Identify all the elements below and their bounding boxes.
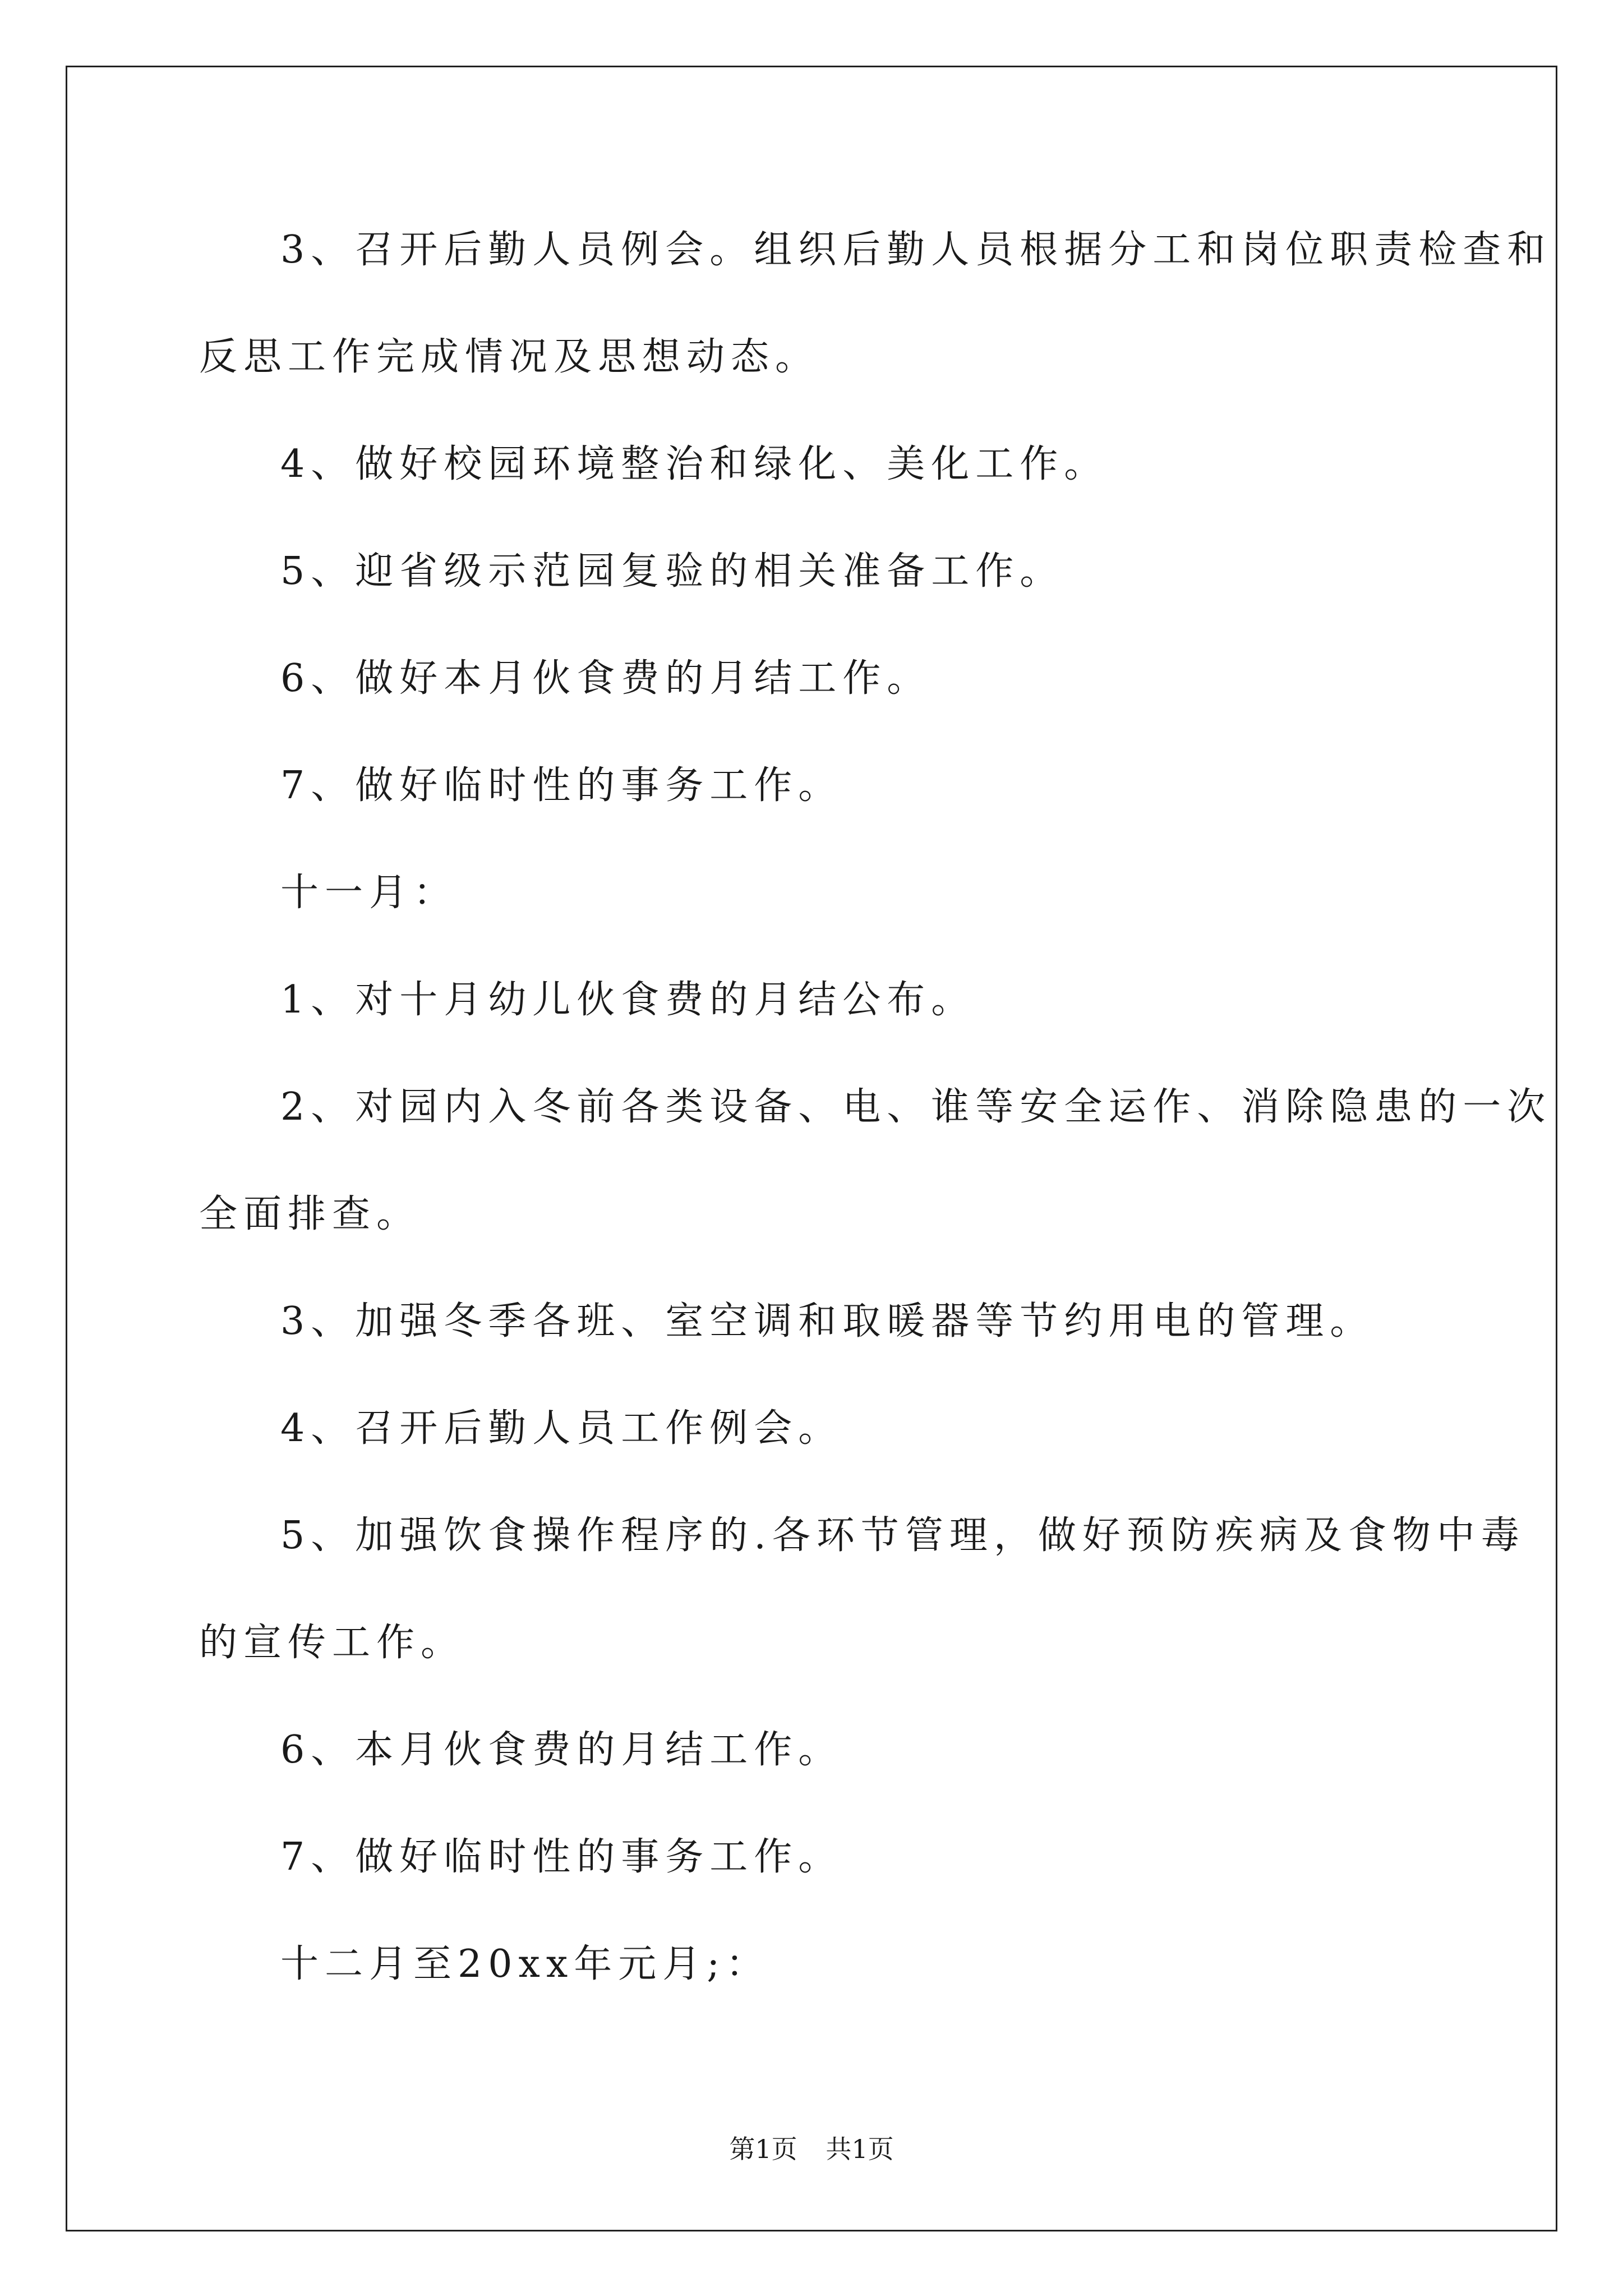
paragraph-line: 4、做好校园环境整治和绿化、美化工作。	[280, 442, 1109, 486]
page-border	[66, 66, 1557, 2231]
page-footer	[0, 2136, 1623, 2162]
paragraph-line: 1、对十月幼儿伙食费的月结公布。	[280, 978, 976, 1022]
paragraph-line: 5、迎省级示范园复验的相关准备工作。	[280, 549, 1064, 593]
paragraph-line: 全面排查。	[199, 1192, 421, 1236]
paragraph-line: 的宣传工作。	[199, 1621, 465, 1665]
paragraph-line: 7、做好临时性的事务工作。	[280, 763, 843, 808]
page-number: 第1页	[729, 2134, 797, 2164]
paragraph-line: 5、加强饮食操作程序的.各环节管理，做好预防疾病及食物中毒	[280, 1513, 1525, 1558]
paragraph-line: 6、本月伙食费的月结工作。	[280, 1728, 843, 1772]
paragraph-line: 3、加强冬季各班、室空调和取暖器等节约用电的管理。	[280, 1299, 1375, 1343]
paragraph-line: 2、对园内入冬前各类设备、电、谁等安全运作、消除隐患的一次	[280, 1085, 1552, 1129]
section-heading: 十二月至20xx年元月;：	[280, 1942, 771, 1986]
paragraph-line: 6、做好本月伙食费的月结工作。	[280, 656, 932, 701]
paragraph-line: 3、召开后勤人员例会。组织后勤人员根据分工和岗位职责检查和	[280, 228, 1552, 272]
paragraph-line: 7、做好临时性的事务工作。	[280, 1835, 843, 1879]
paragraph-line: 反思工作完成情况及思想动态。	[199, 335, 820, 379]
section-heading: 十一月：	[280, 871, 458, 915]
page-total: 共1页	[826, 2134, 894, 2164]
paragraph-line: 4、召开后勤人员工作例会。	[280, 1406, 843, 1451]
